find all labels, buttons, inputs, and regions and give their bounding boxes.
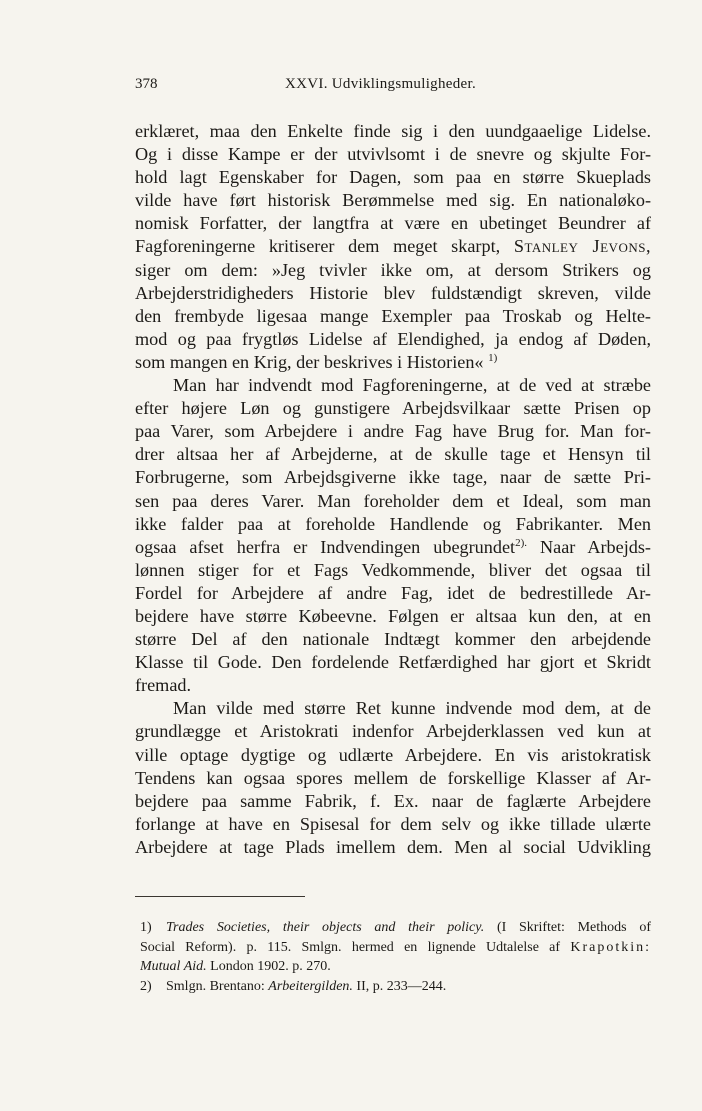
text-line: bejdere have større Købeevne. Følgen er altsaa kun den, at en	[135, 605, 651, 626]
text-line	[135, 536, 651, 559]
text-line: Man har indvendt mod Fagforeningerne, at de ved at stræbe	[173, 375, 651, 396]
text-segment: som mangen en Krig, der beskrives i Historien«	[135, 351, 484, 372]
text-line: Og i disse Kampe er der utvivlsomt i de snevre og skjulte For-	[135, 144, 651, 165]
footnote-text: London 1902. p. 270.	[210, 959, 331, 974]
text-line: ville optage dygtige og udlærte Arbejdere. En vis aristokratisk	[135, 744, 651, 765]
footnote-text: (I Skriftet: Methods of	[496, 920, 651, 935]
text-line: Fordel for Arbejdere af andre Fag, idet de bedrestillede Ar-	[135, 582, 651, 603]
text-line: efter højere Løn og gunstigere Arbejdsvilkaar sætte Prisen op	[135, 398, 651, 419]
footnote-2-line	[140, 977, 651, 997]
footnote-ref: 2).	[515, 536, 528, 549]
text-line: ikke falder paa at foreholde Handlende og Fabrikanter. Men	[135, 513, 651, 534]
text-line: lønnen stiger for et Fags Vedkommende, bliver det ogsaa til	[135, 559, 651, 580]
footnotes	[140, 918, 651, 996]
text-line: drer altsaa her af Arbejderne, at de skulle tage et Hensyn til	[135, 444, 651, 465]
text-line: Klasse til Gode. Den fordelende Retfærdighed har gjort et Skridt	[135, 652, 651, 673]
text-line: hold lagt Egenskaber for Dagen, som paa en større Skueplads	[135, 167, 651, 188]
text-line: fremad.	[135, 675, 192, 696]
footnote-1-line	[140, 918, 651, 938]
footnote-author: Krapotkin:	[570, 939, 651, 955]
body-text	[135, 120, 651, 859]
text-line: paa Varer, som Arbejdere i andre Fag have Brug for. Man for-	[135, 421, 651, 442]
text-line: Arbejdere at tage Plads imellem dem. Men al social Udvikling	[135, 836, 651, 857]
text-line: siger om dem: »Jeg tvivler ikke om, at dersom Strikers og	[135, 259, 651, 280]
text-line: erklæret, maa den Enkelte finde sig i den uundgaaelige Lidelse.	[135, 121, 651, 141]
text-line: den frembyde ligesaa mange Exempler paa Troskab og Helte-	[135, 305, 651, 326]
footnote-author: Smlgn. Brentano:	[166, 978, 265, 994]
text-line	[135, 351, 651, 374]
text-line: forlange at have en Spisesal for dem selv og ikke tillade ulærte	[135, 813, 651, 834]
text-line	[135, 235, 651, 258]
text-line: grundlægge et Aristokrati indenfor Arbejderklassen ved kun at	[135, 721, 651, 742]
author-name: Stanley Jevons,	[513, 236, 651, 257]
footnote-work: Mutual Aid.	[140, 959, 207, 974]
footnote-mark: 2)	[140, 978, 152, 994]
text-line: bejdere paa samme Fabrik, f. Ex. naar de faglærte Arbejdere	[135, 790, 651, 811]
text-line: Tendens kan ogsaa spores mellem de forskellige Klasser af Ar-	[135, 767, 651, 788]
text-line: Man vilde med større Ret kunne indvende mod dem, at de	[173, 698, 651, 719]
footnote-work: Arbeitergilden.	[268, 978, 353, 994]
text-line: sen paa deres Varer. Man foreholder dem et Ideal, som man	[135, 490, 651, 511]
page-number: 378	[135, 76, 158, 92]
running-title: XXVI. Udviklingsmuligheder.	[285, 76, 477, 92]
footnote-1-line	[140, 957, 651, 977]
text-segment: Naar Arbejds-	[540, 536, 651, 557]
text-line: vilde have ført historisk Berømmelse med sig. En nationaløko-	[135, 190, 651, 211]
text-segment: ogsaa afset herfra er Indvendingen ubegrundet	[135, 536, 516, 557]
text-line: nomisk Forfatter, der langtfra at være en ubetinget Beundrer af	[135, 213, 651, 234]
footnote-mark: 1)	[140, 920, 152, 935]
footnote-divider	[135, 896, 305, 897]
text-line: Arbejderstridigheders Historie blev fuldstændigt skreven, vilde	[135, 282, 651, 303]
text-line: Forbrugerne, som Arbejdsgiverne ikke tage, naar de sætte Pri-	[135, 467, 651, 488]
text-line: mod og paa frygtløs Lidelse af Elendighed, ja endog af Døden,	[135, 328, 651, 349]
footnote-title: Trades Societies, their objects and their policy.	[166, 920, 485, 935]
footnote-text: Social Reform). p. 115. Smlgn. hermed en lignende Udtalelse af	[140, 939, 561, 955]
text-line: større Del af den nationale Indtægt kommer den arbejdende	[135, 629, 651, 650]
text-segment: Fagforeningerne kritiserer dem meget skarpt,	[135, 236, 501, 257]
footnote-1-line	[140, 938, 651, 958]
footnote-ref: 1)	[488, 351, 498, 364]
footnote-text: II, p. 233—244.	[356, 978, 447, 994]
